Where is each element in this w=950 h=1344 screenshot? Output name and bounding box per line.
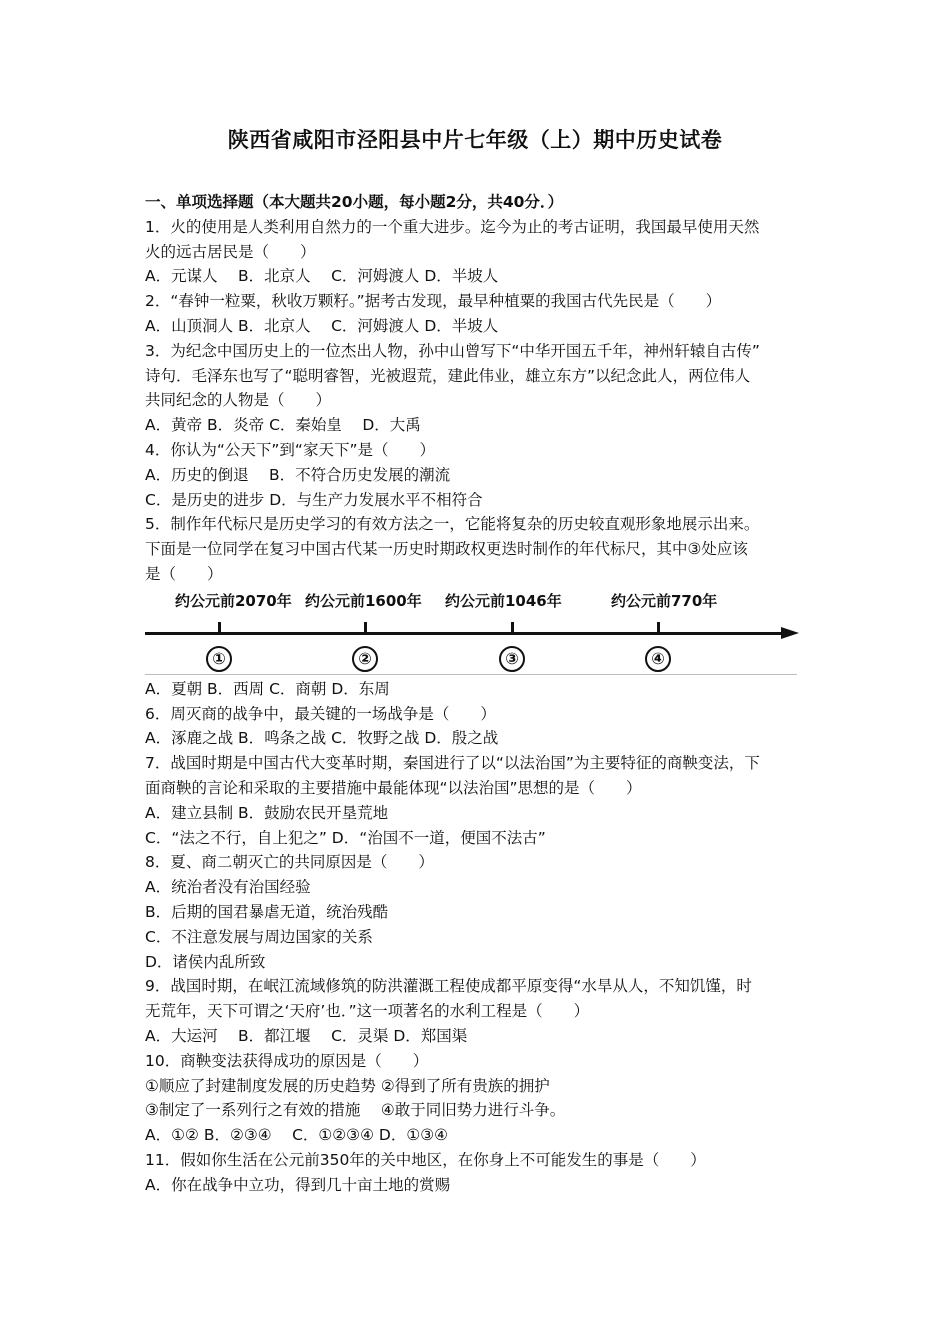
question-text-line: 火的远古居民是（ ）: [145, 242, 316, 261]
question-text-line: 8．夏、商二朝灭亡的共同原因是（ ）: [145, 853, 434, 872]
section-heading: 一、单项选择题（本大题共20小题，每小题2分，共40分．）: [145, 193, 564, 211]
question-text-line: B．后期的国君暴虐无道，统治残酷: [145, 902, 389, 921]
timeline-figure: [145, 589, 805, 677]
question-text-line: ①顺应了封建制度发展的历史趋势 ②得到了所有贵族的拥护: [145, 1076, 550, 1095]
timeline-tick-4: [657, 622, 660, 634]
timeline-label-1: 约公元前2070年: [175, 591, 292, 610]
question-text-line: A．①② B．②③④ C．①②③④ D．①③④: [145, 1126, 449, 1145]
question-text-line: A．历史的倒退 B．不符合历史发展的潮流: [145, 465, 451, 484]
question-text-line: 5．制作年代标尺是历史学习的有效方法之一，它能将复杂的历史较直观形象地展示出来。: [145, 515, 760, 534]
timeline-tick-2: [364, 622, 367, 634]
question-text-line: 6．周灭商的战争中，最关键的一场战争是（ ）: [145, 704, 496, 723]
question-text-line: A．统治者没有治国经验: [145, 878, 311, 897]
question-text-line: 无荒年，天下可谓之‘天府’也．”这一项著名的水利工程是（ ）: [145, 1002, 590, 1021]
question-text-line: C．是历史的进步 D．与生产力发展水平不相符合: [145, 490, 483, 509]
questions-part-1: [145, 215, 810, 587]
page-title: 陕西省咸阳市泾阳县中片七年级（上）期中历史试卷: [227, 128, 723, 152]
question-text-line: 3．为纪念中国历史上的一位杰出人物，孙中山曾写下“中华开国五千年，神州轩辕自古传”: [145, 341, 760, 360]
question-text-line: A．夏朝 B．西周 C．商朝 D．东周: [145, 679, 390, 698]
question-text-line: 1．火的使用是人类利用自然力的一个重大进步。迄今为止的考古证明，我国最早使用天然: [145, 217, 760, 236]
question-text-line: 面商鞅的言论和采取的主要措施中最能体现“以法治国”思想的是（ ）: [145, 778, 642, 797]
question-text-line: ③制定了一系列行之有效的措施 ④敢于同旧势力进行斗争。: [145, 1101, 566, 1120]
question-text-line: A．黄帝 B．炎帝 C．秦始皇 D．大禹: [145, 416, 421, 435]
timeline-divider: [145, 674, 797, 675]
question-text-line: A．建立县制 B．鼓励农民开垦荒地: [145, 803, 389, 822]
timeline-label-4: 约公元前770年: [611, 591, 718, 610]
questions-part-2: [145, 677, 810, 1198]
timeline-marker-1: ①: [206, 646, 232, 672]
question-text-line: 4．你认为“公天下”到“家天下”是（ ）: [145, 440, 435, 459]
timeline-arrow-icon: [781, 627, 799, 639]
question-text-line: A．你在战争中立功，得到几十亩土地的赏赐: [145, 1175, 451, 1194]
question-text-line: C．“法之不行，自上犯之” D．“治国不一道，便国不法古”: [145, 828, 546, 847]
question-text-line: 下面是一位同学在复习中国古代某一历史时期政权更迭时制作的年代标尺，其中③处应该: [145, 540, 748, 559]
question-text-line: 2．“春钟一粒粟，秋收万颗籽。”据考古发现，最早种植粟的我国古代先民是（ ）: [145, 292, 722, 311]
question-text-line: A．大运河 B．都江堰 C．灵渠 D．郑国渠: [145, 1026, 468, 1045]
question-text-line: C．不注意发展与周边国家的关系: [145, 927, 373, 946]
timeline-marker-3: ③: [499, 646, 525, 672]
timeline-label-3: 约公元前1046年: [445, 591, 562, 610]
timeline-axis: [145, 632, 785, 635]
question-text-line: A．元谋人 B．北京人 C．河姆渡人 D．半坡人: [145, 267, 499, 286]
question-text-line: 是（ ）: [145, 564, 223, 583]
timeline-label-2: 约公元前1600年: [305, 591, 422, 610]
question-text-line: 10．商鞅变法获得成功的原因是（ ）: [145, 1051, 429, 1070]
question-text-line: 诗句．毛泽东也写了“聪明睿智，光被遐荒，建此伟业，雄立东方”以纪念此人，两位伟人: [145, 366, 751, 385]
question-text-line: 共同纪念的人物是（ ）: [145, 391, 332, 410]
question-text-line: D．诸侯内乱所致: [145, 952, 266, 971]
timeline-tick-3: [511, 622, 514, 634]
question-text-line: 9．战国时期，在岷江流域修筑的防洪灌溉工程使成都平原变得“水旱从人，不知饥馑，时: [145, 977, 752, 996]
question-text-line: 7．战国时期是中国古代大变革时期，秦国进行了以“以法治国”为主要特征的商鞅变法，下: [145, 754, 760, 773]
exam-content: [145, 190, 810, 1197]
timeline-marker-4: ④: [645, 646, 671, 672]
timeline-tick-1: [218, 622, 221, 634]
question-text-line: A．涿鹿之战 B．鸣条之战 C．牧野之战 D．殷之战: [145, 729, 499, 748]
timeline-marker-2: ②: [352, 646, 378, 672]
question-text-line: 11．假如你生活在公元前350年的关中地区，在你身上不可能发生的事是（ ）: [145, 1150, 706, 1169]
question-text-line: A．山顶洞人 B．北京人 C．河姆渡人 D．半坡人: [145, 316, 499, 335]
